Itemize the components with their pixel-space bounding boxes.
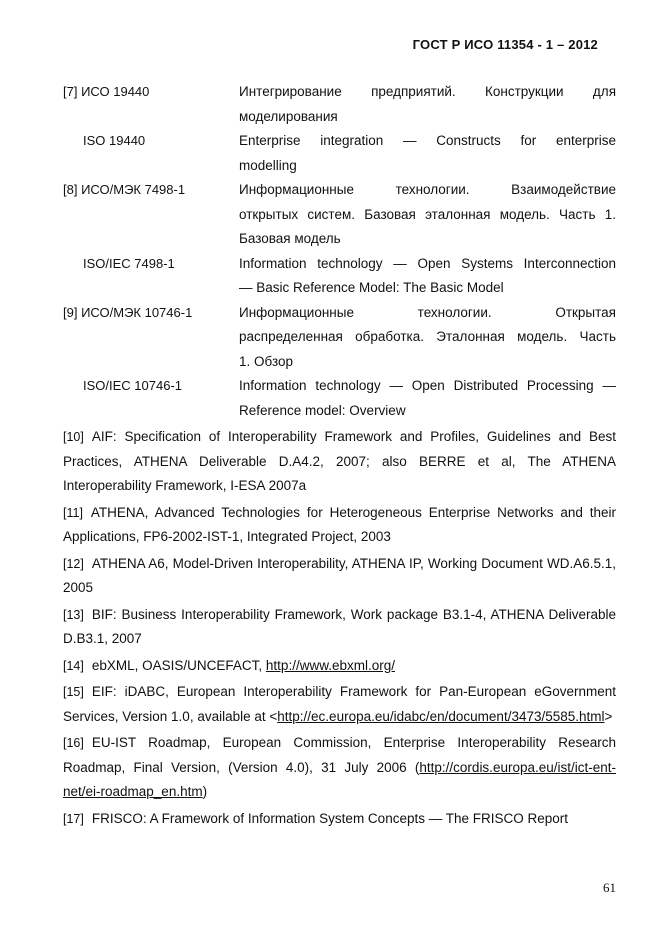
reference-standard-id: [9] ИСО/МЭК 10746-1	[63, 304, 193, 320]
reference-standard-id: [7] ИСО 19440	[63, 84, 150, 99]
reference-13	[63, 603, 616, 652]
reference-text: BIF: Business Interoperability Framework, Work package B3.1-4, ATHENA Deliverable D.B3.1, 2007	[63, 606, 616, 646]
reference-standard-id: [8] ИСО/МЭК 7498-1	[63, 182, 186, 197]
reference-number: [14]	[63, 658, 84, 673]
reference-title: Information technology — Open Systems Interconnection — Basic Reference Model: The Basic Model	[239, 255, 616, 295]
reference-8-ru	[63, 178, 616, 252]
reference-title: Enterprise integration — Constructs for enterprise modelling	[239, 133, 616, 173]
reference-link[interactable]: http://cordis.europa.eu/ist/ict-ent-net/ei-roadmap_en.htm	[63, 759, 616, 799]
references-list	[63, 80, 616, 831]
reference-15: [15] EIF: iDABC, European Interoperability Framework for Pan-European eGovernment Services, Version 1.0, available at <http://ec.europa.eu/idabc/en/document/3473/5585.html>	[63, 684, 616, 724]
reference-text: ATHENA A6, Model-Driven Interoperability, ATHENA IP, Working Document WD.A6.5.1, 2005	[63, 555, 616, 595]
reference-8-en	[63, 252, 616, 301]
reference-text: EIF: iDABC, European Interoperability Framework for Pan-European eGovernment Services, Version 1.0, available at	[63, 684, 616, 724]
reference-9-ru	[63, 301, 616, 375]
reference-text: AIF: Specification of Interoperability Framework and Profiles, Guidelines and Best Practices, ATHENA Deliverable D.A4.2, 2007; also BERRE et al, The ATHENA Interoperability Framework, I-ESA 2007a	[63, 429, 616, 493]
reference-number: [13]	[63, 607, 84, 622]
reference-17	[63, 807, 616, 832]
reference-14	[63, 654, 616, 679]
reference-16: [16] EU-IST Roadmap, European Commission, Enterprise Interoperability Research Roadmap, Final Version, (Version 4.0), 31 July 2006 (http://cordis.europa.eu/ist/ict-ent-net/ei-roadmap_en.htm)	[63, 735, 616, 799]
reference-text: FRISCO: A Framework of Information System Concepts — The FRISCO Report	[91, 810, 569, 826]
reference-number: [12]	[63, 556, 84, 571]
reference-number: [10]	[63, 430, 84, 444]
reference-title: Information technology — Open Distributed Processing — Reference model: Overview	[239, 378, 616, 418]
page-number: 61	[603, 880, 616, 895]
reference-title: Интегрирование предприятий. Конструкции для моделирования	[239, 84, 616, 124]
reference-text: EU-IST Roadmap, European Commission, Enterprise Interoperability Research Roadmap, Final Version, (Version 4.0), 31 July 2006 (	[63, 735, 616, 775]
reference-link[interactable]: http://www.ebxml.org/	[265, 657, 395, 673]
reference-9-en	[63, 374, 616, 423]
reference-number: [16]	[63, 736, 84, 750]
reference-link[interactable]: http://ec.europa.eu/idabc/en/document/3473/5585.html	[277, 708, 605, 724]
reference-7-ru	[63, 80, 616, 129]
reference-11	[63, 501, 616, 550]
reference-standard-id: ISO/IEC 10746-1	[83, 378, 182, 393]
reference-text: ebXML, OASIS/UNCEFACT,	[91, 657, 266, 673]
reference-title: Информационные технологии. Открытая распределенная обработка. Эталонная модель. Часть 1. Обзор	[239, 304, 616, 369]
reference-number: [11]	[63, 505, 83, 520]
reference-12	[63, 552, 616, 601]
reference-number: [15]	[63, 685, 84, 699]
reference-standard-id: ISO/IEC 7498-1	[83, 255, 175, 271]
reference-10	[63, 425, 616, 499]
reference-number: [17]	[63, 811, 84, 826]
page-header: ГОСТ Р ИСО 11354 - 1 – 2012	[412, 37, 598, 52]
reference-text: ATHENA, Advanced Technologies for Heterogeneous Enterprise Networks and their Applications, FP6-2002-IST-1, Integrated Project, 2003	[63, 504, 616, 544]
reference-standard-id: ISO 19440	[83, 133, 146, 148]
reference-title: Информационные технологии. Взаимодействие открытых систем. Базовая эталонная модель. Часть 1. Базовая модель	[239, 182, 616, 246]
reference-7-en	[63, 129, 616, 178]
